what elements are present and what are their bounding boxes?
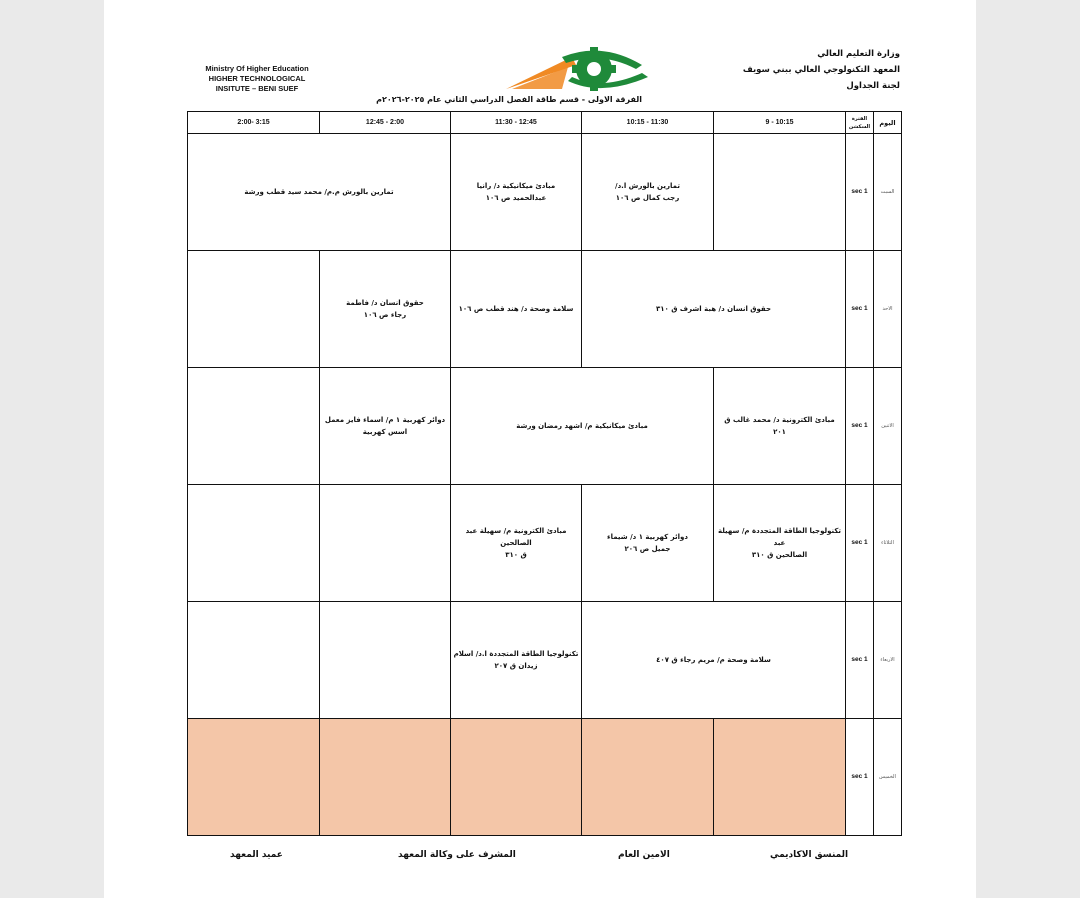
class-cell: دوائر كهربية ١ م/ اسماء فايز معمل اسس كهربية <box>320 368 451 485</box>
day-label: الثلاثاء <box>874 485 902 602</box>
table-row <box>188 485 902 602</box>
section-label: sec 1 <box>846 485 874 602</box>
class-cell: مبادئ الكترونية م/ سهيلة عبد الصالحين ق ٣١٠ <box>451 485 582 602</box>
class-cell: سلامة وصحة م/ مريم رجاء ق ٤٠٧ <box>582 602 846 719</box>
class-cell: مبادئ ميكانيكية د/ رانيا عبدالحميد ص ١٠٦ <box>451 134 582 251</box>
empty-cell <box>188 368 320 485</box>
time-slot-3: 11:30 - 12:45 <box>451 112 582 134</box>
section-label: sec 1 <box>846 134 874 251</box>
section-label: sec 1 <box>846 719 874 836</box>
ministry-arabic-block <box>720 46 900 94</box>
table-row <box>188 368 902 485</box>
dean-label: عميد المعهد <box>230 850 283 860</box>
schedule-table <box>187 111 902 836</box>
empty-cell-highlighted <box>451 719 582 836</box>
secretary-general-label: الامين العام <box>618 850 670 860</box>
period-section-header: الفترة السكشن <box>846 112 874 134</box>
day-label: الاحد <box>874 251 902 368</box>
section-label: sec 1 <box>846 368 874 485</box>
table-row <box>188 134 902 251</box>
day-label: الخميس <box>874 719 902 836</box>
class-cell: مبادئ ميكانيكية م/ اشهد رمضان ورشة <box>451 368 714 485</box>
academic-coordinator-label: المنسق الاكاديمي <box>770 850 849 860</box>
institute-logo-icon <box>502 47 650 93</box>
time-slot-1: 9 - 10:15 <box>714 112 846 134</box>
class-cell: حقوق انسان د/ هبة اشرف ق ٣١٠ <box>582 251 846 368</box>
class-cell: تكنولوجيا الطاقة المتجددة م/ سهيلة عبد الصالحين ق ٣١٠ <box>714 485 846 602</box>
day-header: اليوم <box>874 112 902 134</box>
ministry-english-block <box>192 64 322 94</box>
schedule-subtitle: الفرقة الاولى - قسم طاقة الفصل الدراسي الثاني عام ٢٠٢٥-٢٠٢٦م <box>376 95 642 104</box>
table-row <box>188 251 902 368</box>
day-label: الاثنين <box>874 368 902 485</box>
class-cell: سلامة وصحة د/ هند قطب ص ١٠٦ <box>451 251 582 368</box>
class-cell: تكنولوجيا الطاقة المتجددة ا.د/ اسلام زيدان ق ٢٠٧ <box>451 602 582 719</box>
ministry-en-line-3: INSITUTE – BENI SUEF <box>215 84 299 93</box>
day-label: الاربعاء <box>874 602 902 719</box>
time-slot-5: 2:00- 3:15 <box>188 112 320 134</box>
ministry-ar-line-2: المعهد التكنولوجي العالي ببني سويف <box>742 65 900 75</box>
empty-cell-highlighted <box>582 719 714 836</box>
ministry-ar-line-3: لجنة الجداول <box>846 81 900 91</box>
section-label: sec 1 <box>846 251 874 368</box>
table-row <box>188 719 902 836</box>
ministry-en-line-2: HIGHER TECHNOLOGICAL <box>208 74 306 83</box>
empty-cell-highlighted <box>188 719 320 836</box>
empty-cell <box>320 485 451 602</box>
empty-cell <box>714 134 846 251</box>
empty-cell <box>188 251 320 368</box>
empty-cell <box>188 485 320 602</box>
empty-cell <box>320 602 451 719</box>
time-slot-4: 12:45 - 2:00 <box>320 112 451 134</box>
ministry-ar-line-1: وزارة التعليم العالي <box>817 49 900 59</box>
empty-cell <box>188 602 320 719</box>
class-cell: مبادئ الكترونية د/ محمد غالب ق ٢٠١ <box>714 368 846 485</box>
ministry-en-line-1: Ministry Of Higher Education <box>205 64 309 73</box>
header-row <box>188 112 902 134</box>
table-row <box>188 602 902 719</box>
vice-dean-supervisor-label: المشرف على وكالة المعهد <box>398 850 516 860</box>
day-label: السبت <box>874 134 902 251</box>
class-cell: دوائر كهربية ١ د/ شيماء جميل ص ٢٠٦ <box>582 485 714 602</box>
class-cell: تمارين بالورش م.م/ محمد سيد قطب ورشة <box>188 134 451 251</box>
empty-cell-highlighted <box>714 719 846 836</box>
class-cell: حقوق انسان د/ فاطمة رجاء ص ١٠٦ <box>320 251 451 368</box>
section-label: sec 1 <box>846 602 874 719</box>
empty-cell-highlighted <box>320 719 451 836</box>
class-cell: تمارين بالورش ا.د/ رجب كمال ص ١٠٦ <box>582 134 714 251</box>
time-slot-2: 10:15 - 11:30 <box>582 112 714 134</box>
